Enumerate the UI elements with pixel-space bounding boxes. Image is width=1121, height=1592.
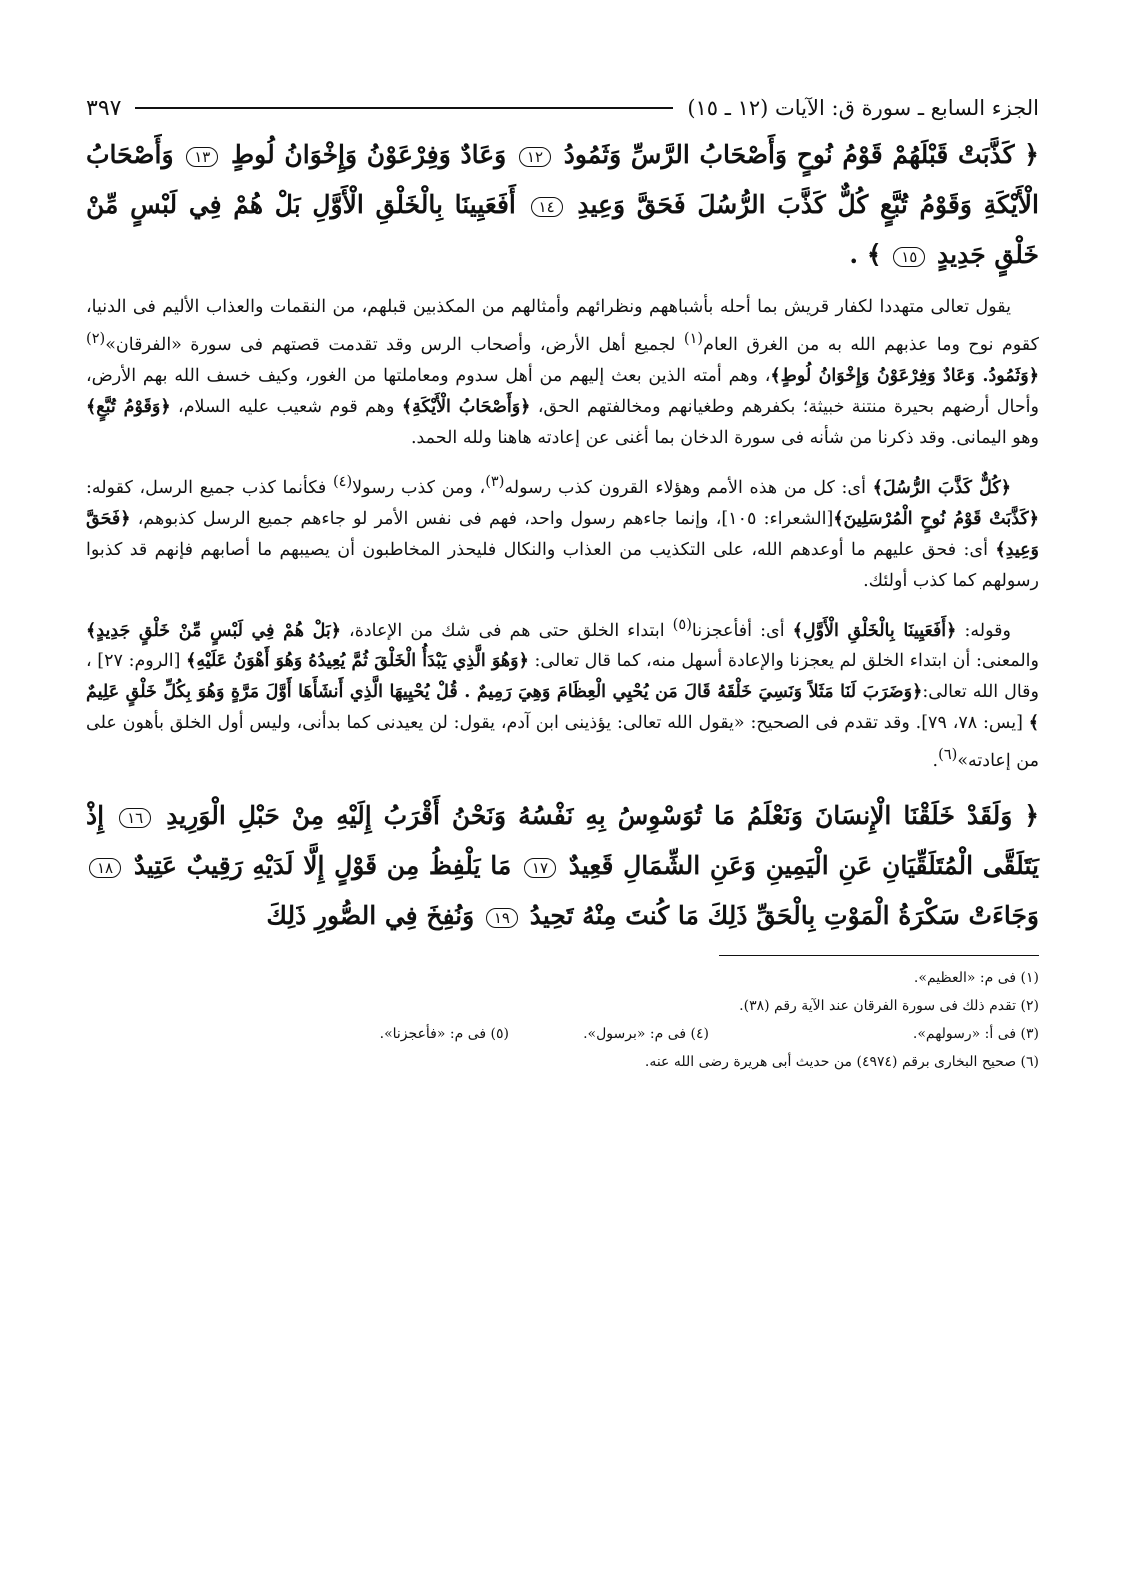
paragraph-text: وقوله: xyxy=(964,620,1011,641)
running-header xyxy=(86,88,1039,128)
paragraph-text: أى: أفأعجزنا xyxy=(691,620,785,641)
quran-quote: ﴿أَفَعَيِينَا بِالْخَلْقِ الْأَوَّلِ﴾ xyxy=(792,620,957,641)
footnote-ref[interactable]: (٤) xyxy=(332,472,353,490)
verse-number-marker: ١٩ xyxy=(486,908,518,928)
verse-number-marker: ١٤ xyxy=(531,197,563,217)
paragraph-text: أى: فحق عليهم ما أوعدهم الله، على التكذيب من العذاب والنكال فليحذر المخاطبون أن يصيبهم ما أصابهم فإنهم قد كذبوا رسولهم كما كذب أولئك. xyxy=(86,539,1039,591)
paragraph-text: أى: كل من هذه الأمم وهؤلاء القرون كذب رسوله xyxy=(504,477,866,498)
verse-number-marker: ١٣ xyxy=(186,147,218,167)
page-number: ٣٩٧ xyxy=(86,95,122,121)
paragraph-text: ، وهم أمته الذين بعث إليهم من أهل سدوم ومعاملتها من الغور، وكيف خسف الله بهم الأرض، وأحال أرضهم بحيرة منتنة خبيثة؛ بكفرهم وطغيانهم ومخالفتهم الحق، xyxy=(86,365,1039,417)
footnote-separator xyxy=(719,955,1039,956)
verse-number-marker: ١٧ xyxy=(524,858,556,878)
verse-text: مَا يَلْفِظُ مِن قَوْلٍ إِلَّا لَدَيْهِ رَقِيبٌ عَتِيدٌ xyxy=(133,851,512,881)
footnote-6: (٦) صحيح البخارى برقم (٤٩٧٤) من حديث أبى هريرة رضى الله عنه. xyxy=(644,1054,1039,1071)
paragraph-text: والمعنى: أن ابتداء الخلق لم يعجزنا والإعادة أسهل منه، كما قال تعالى: xyxy=(534,651,1039,672)
verse-text: أَفَعَيِينَا بِالْخَلْقِ الْأَوَّلِ بَلْ هُمْ فِي لَبْسٍ مِّنْ خَلْقٍ جَدِيدٍ xyxy=(86,190,1039,269)
paragraph-text: ، ومن كذب رسولا xyxy=(352,477,486,498)
footnote-ref[interactable]: (١) xyxy=(683,330,704,347)
footnote-ref[interactable]: (٦) xyxy=(938,746,958,764)
footnote-ref[interactable]: (٥) xyxy=(672,615,692,633)
quran-quote: ﴿كُلٌّ كَذَّبَ الرُّسُلَ﴾ xyxy=(872,477,1011,498)
verse-text: ﴿ وَلَقَدْ خَلَقْنَا الْإِنسَانَ وَنَعْلَمُ مَا تُوَسْوِسُ بِهِ نَفْسُهُ وَنَحْنُ أَقْرَبُ إِلَيْهِ مِنْ حَبْلِ الْوَرِيدِ xyxy=(166,801,1039,831)
verse-number-marker: ١٨ xyxy=(89,858,121,878)
footnote-row xyxy=(86,1020,1039,1048)
quran-quote: ﴿وَضَرَبَ لَنَا مَثَلاً وَنَسِيَ خَلْقَهُ قَالَ مَن يُحْيِي الْعِظَامَ وَهِيَ رَمِيمٌ . قُلْ يُحْيِيهَا الَّذِي أَنشَأَهَا أَوَّلَ مَرَّةٍ وَهُوَ بِكُلِّ خَلْقٍ عَلِيمٌ ﴾ xyxy=(86,682,1040,734)
verse-number-marker: ١٦ xyxy=(119,808,151,828)
verse-text: وَعَادٌ وَفِرْعَوْنُ وَإِخْوَانُ لُوطٍ xyxy=(231,140,507,169)
verse-text: وَأَصْحَابُ الْأَيْكَةِ وَقَوْمُ تُبَّعٍ كُلٌّ كَذَّبَ الرُّسُلَ فَحَقَّ وَعِيدِ xyxy=(86,140,1039,219)
verse-text: ﴿ كَذَّبَتْ قَبْلَهُمْ قَوْمُ نُوحٍ وَأَصْحَابُ الرَّسِّ وَثَمُودُ xyxy=(563,140,1039,169)
header-title: الجزء السابع ـ سورة ق: الآيات (١٢ ـ ١٥) xyxy=(687,96,1039,120)
footnote-3: (٣) فى أ: «رسولهم». xyxy=(912,1026,1039,1043)
footnote-2: (٢) تقدم ذلك فى سورة الفرقان عند الآية رقم (٣٨). xyxy=(739,998,1039,1015)
verse-number-marker: ١٢ xyxy=(519,147,551,167)
quran-quote: ﴿كَذَّبَتْ قَوْمُ نُوحٍ الْمُرْسَلِينَ﴾ xyxy=(833,508,1039,529)
footnote-ref[interactable]: (٢) xyxy=(86,330,106,347)
quran-quote: ﴿وَثَمُودُ. وَعَادٌ وَفِرْعَوْنُ وَإِخْوَانُ لُوطٍ﴾ xyxy=(770,365,1039,386)
quran-quote: ﴿فَحَقَّ وَعِيدِ﴾ xyxy=(86,508,1039,560)
verse-number-marker: ١٥ xyxy=(893,247,925,267)
footnote-5: (٥) فى م: «فأعجزنا». xyxy=(379,1026,509,1043)
paragraph-text: لجميع أهل الأرض، وأصحاب الرس وقد تقدمت قصتهم فى سورة «الفرقان» xyxy=(105,334,676,355)
paragraph-text: [الشعراء: ١٠٥]، وإنما جاءهم رسول واحد، فهم فى نفس الأمر لو جاءهم جميع الرسل كذبوهم، xyxy=(137,508,834,529)
commentary-paragraph-1 xyxy=(86,292,1039,454)
verse-text: ﴾ . xyxy=(849,240,882,269)
paragraph-text: وهو اليمانى. وقد ذكرنا من شأنه فى سورة الدخان بما أغنى عن إعادته هاهنا ولله الحمد. xyxy=(410,427,1039,448)
quran-quote: ﴿وَهُوَ الَّذِي يَبْدَأُ الْخَلْقَ ثُمَّ يُعِيدُهُ وَهُوَ أَهْوَنُ عَلَيْهِ﴾ xyxy=(186,651,529,672)
paragraph-text: يقول تعالى متهددا لكفار قريش بما أحله بأشباههم ونظرائهم وأمثالهم من المكذبين قبلهم، من النقمات والعذاب الأليم فى الدنيا، كقوم نوح وما عذبهم الله به من الغرق العام xyxy=(86,297,1039,355)
paragraph-text: وهم قوم شعيب عليه السلام، xyxy=(178,396,395,417)
verse-text: وَجَاءَتْ سَكْرَةُ الْمَوْتِ بِالْحَقِّ ذَلِكَ مَا كُنتَ مِنْهُ تَحِيدُ xyxy=(529,901,1039,931)
quran-quote: ﴿بَلْ هُمْ فِي لَبْسٍ مِّنْ خَلْقٍ جَدِيدٍ﴾ xyxy=(86,620,341,641)
verse-text: وَنُفِخَ فِي الصُّورِ ذَلِكَ xyxy=(266,901,475,931)
footnote-1: (١) فى م: «العظيم». xyxy=(913,970,1039,987)
paragraph-text: [يس: ٧٨، ٧٩]. وقد تقدم فى الصحيح: «يقول الله تعالى: يؤذينى ابن آدم، يقول: لن يعيدنى كما بدأنى، وليس أول الخلق بأهون على من إعادته» xyxy=(86,713,1039,772)
paragraph-text: ابتداء الخلق حتى هم فى شك من الإعادة، xyxy=(349,620,665,641)
footnotes xyxy=(86,964,1039,1076)
quran-verses-block-1 xyxy=(86,130,1039,280)
quran-quote: ﴿وَقَوْمُ تُبَّعٍ﴾ xyxy=(86,396,171,417)
paragraph-text: . xyxy=(932,751,939,772)
quran-verses-block-2 xyxy=(86,791,1039,941)
footnote-4: (٤) فى م: «برسول». xyxy=(583,1026,709,1043)
commentary-paragraph-3 xyxy=(86,609,1039,778)
paragraph-text: [الروم: ٢٧] ، وقال الله تعالى: xyxy=(86,651,1039,703)
header-rule xyxy=(135,107,673,109)
verse-text: إِذْ يَتَلَقَّى الْمُتَلَقِّيَانِ عَنِ الْيَمِينِ وَعَنِ الشِّمَالِ قَعِيدٌ xyxy=(86,801,1039,881)
commentary-paragraph-2 xyxy=(86,466,1039,597)
quran-quote: ﴿وَأَصْحَابُ الْأَيْكَةِ﴾ xyxy=(401,396,531,417)
paragraph-text: فكأنما كذب جميع الرسل، كقوله: xyxy=(86,477,327,498)
footnote-ref[interactable]: (٣) xyxy=(485,472,505,490)
